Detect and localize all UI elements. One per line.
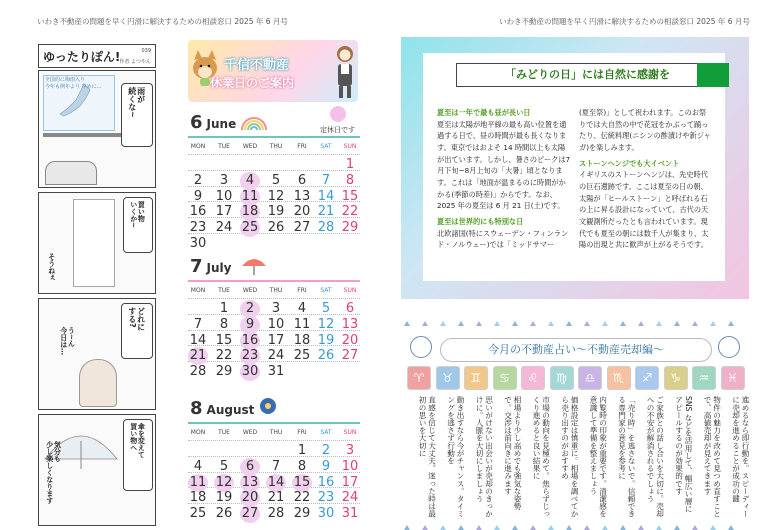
fortune-text-column: 思いがけない出会いが売却のきっかけに。人脈を大切にしましょう — [475, 396, 494, 518]
panel1-bubble-text: 雨が 続くな~ — [127, 87, 146, 118]
greenery-heading-3: ストーンヘンジでも大イベント — [579, 158, 680, 168]
zodiac-sign-icon: ♍ — [550, 366, 574, 390]
calendar-day: 5 — [321, 301, 331, 316]
calendar-day: 18 — [293, 332, 311, 348]
month-title-august — [190, 398, 254, 419]
month-divider — [188, 422, 360, 424]
decor-triangle — [509, 321, 521, 326]
greenery-column-2 — [579, 107, 713, 251]
woman-illustration-icon — [332, 42, 358, 100]
greenery-heading-2: 夏至は世界的にも特別な日 — [437, 216, 524, 226]
calendar-day: 20 — [341, 332, 359, 348]
calendar-day: 18 — [241, 204, 259, 220]
weekday-label: THU — [269, 429, 283, 436]
calendar-day: 8 — [345, 172, 355, 188]
fortune-top-border — [401, 316, 749, 326]
calendar-day: 16 — [189, 204, 207, 220]
calendar-day: 12 — [317, 316, 335, 332]
calendar-day: 30 — [241, 364, 259, 380]
calendar-day: 21 — [317, 204, 335, 220]
calendar-day: 17 — [215, 204, 233, 220]
decor-triangle — [491, 321, 503, 326]
weekday-label: THU — [269, 287, 283, 294]
calendar-day: 2 — [240, 300, 260, 318]
zodiac-wheel-icon-right — [718, 336, 740, 358]
calendar-day: 28 — [317, 220, 335, 236]
fortune-text-column: 市場の動向を見極めて。焦らずじっくり進めると良い結果に — [532, 396, 551, 518]
calendar-day: 16 — [241, 332, 259, 348]
zodiac-sign-icon: ♋ — [493, 366, 517, 390]
decor-triangle — [401, 321, 413, 326]
fortune-text-column: 「売り時」を逃さないで。信頼できる専門家の意見を参考に — [617, 396, 636, 518]
month-name: July — [206, 261, 232, 275]
calendar-day: 23 — [189, 220, 207, 236]
fireworks-icon — [254, 396, 282, 418]
greenery-paragraph-4: イギリスのストーンヘンジは、先史時代の巨石遺跡です。ここは夏至の日の朝、太陽が「ヒールストーン」と呼ばれる石の上に昇る設計になっていて、古代の天文観測所だったとも言われています。現代でも夏至の朝には数千人が集まり、太陽の出現と共に歓声が上がるそうです。 — [579, 170, 709, 250]
calendar-day: 29 — [293, 506, 311, 522]
calendar-day: 7 — [321, 172, 331, 188]
calendar-day: 12 — [267, 188, 285, 204]
zodiac-wheel-icon-left — [410, 336, 432, 358]
weekday-label: SAT — [320, 143, 332, 150]
calendar-day: 27 — [341, 348, 359, 364]
calendar-day: 11 — [293, 316, 311, 332]
zodiac-sign-icon: ♏ — [607, 366, 631, 390]
greenery-title-accent — [697, 63, 729, 87]
manga-author: 作者 よつやん — [119, 59, 151, 65]
calendar-day: 14 — [267, 474, 285, 490]
calendar-day: 26 — [317, 348, 335, 364]
calendar-day: 5 — [219, 458, 229, 474]
manga-panel-1 — [38, 70, 156, 188]
calendar-day: 22 — [215, 348, 233, 364]
calendar-day: 13 — [241, 474, 259, 490]
manga-panel-2 — [38, 192, 156, 294]
calendar-day: 2 — [193, 172, 203, 188]
calendar-day: 19 — [267, 204, 285, 220]
decor-triangle — [419, 321, 431, 326]
month-divider — [188, 280, 360, 282]
calendar-day: 22 — [293, 490, 311, 506]
tv-stand — [43, 133, 121, 137]
decor-triangle — [707, 321, 719, 326]
calendar-day: 1 — [297, 443, 307, 458]
calendar-day: 6 — [240, 458, 260, 476]
calendar-day: 14 — [317, 188, 335, 204]
calendar-day: 5 — [271, 172, 281, 188]
calendar-day: 29 — [215, 364, 233, 380]
month-name: August — [206, 403, 255, 417]
decor-triangle — [617, 321, 629, 326]
panel2-text: そうねぇ — [47, 253, 56, 281]
zodiac-sign-icon: ♐ — [635, 366, 659, 390]
calendar-day: 3 — [345, 443, 355, 458]
calendar-day: 22 — [341, 204, 359, 220]
calendar-day: 3 — [219, 172, 229, 188]
greenery-column-1 — [437, 107, 571, 251]
calendar-day: 20 — [293, 204, 311, 220]
fortune-text-column: 相場より少し高めでも強気な姿勢で。交渉は前向きに進みます — [503, 396, 522, 510]
calendar-day: 12 — [215, 474, 233, 490]
decor-triangle — [545, 321, 557, 326]
door — [73, 199, 115, 287]
manga-panel-4 — [38, 414, 156, 526]
decor-triangle — [635, 321, 647, 326]
calendar-day: 13 — [341, 316, 359, 332]
fortune-text-column: 物件の魅力を改めて見つめ直すことで、高値売却が見えてきます — [703, 396, 722, 518]
rainbow-icon — [240, 110, 268, 132]
calendar-day: 8 — [219, 316, 229, 332]
weekday-label: MON — [190, 143, 206, 150]
month-number: 8 — [190, 398, 203, 419]
weekday-label: TUE — [218, 429, 230, 436]
weekday-label: TUE — [218, 287, 230, 294]
calendar-day: 14 — [189, 332, 207, 348]
manga-number: 039 — [141, 48, 151, 54]
zodiac-sign-icon: ♈ — [407, 366, 431, 390]
calendar-day: 6 — [297, 172, 307, 188]
calendar-day: 27 — [293, 220, 311, 236]
banner-subtitle: 休業日のご案内 — [210, 76, 295, 90]
decor-triangle — [653, 321, 665, 326]
weekday-label: MON — [190, 287, 206, 294]
calendar-day: 15 — [341, 188, 359, 204]
calendar-day: 23 — [241, 348, 259, 364]
calendar-day: 7 — [271, 458, 281, 474]
calendar-day: 21 — [267, 490, 285, 506]
decor-triangle — [725, 321, 737, 326]
calendar-day: 1 — [345, 157, 355, 172]
calendar-row-divider — [188, 440, 360, 441]
fortune-title: 今月の不動産占い〜不動産売却編〜 — [440, 338, 712, 362]
character — [79, 359, 117, 407]
zodiac-sign-icon: ♉ — [436, 366, 460, 390]
calendar-day: 28 — [267, 506, 285, 522]
calendar-day: 27 — [241, 506, 259, 522]
zodiac-sign-icon: ♌ — [521, 366, 545, 390]
decor-triangle — [689, 321, 701, 326]
weekday-label: FRI — [297, 287, 307, 294]
decor-triangle — [563, 321, 575, 326]
decor-triangle — [671, 321, 683, 326]
calendar-day: 23 — [317, 490, 335, 506]
decor-triangle — [581, 321, 593, 326]
calendar-day: 4 — [240, 172, 260, 190]
weekday-label: WED — [242, 143, 258, 150]
month-divider — [188, 136, 360, 138]
calendar-day: 15 — [215, 332, 233, 348]
decor-triangle — [599, 321, 611, 326]
month-title-july — [190, 256, 231, 277]
weekday-label: THU — [269, 143, 283, 150]
calendar-day: 25 — [189, 506, 207, 522]
greenery-paragraph-2: 北欧諸国(特にスウェーデン・フィンランド・ノルウェー)では「ミッドサマー — [437, 228, 569, 250]
calendar-row-divider — [188, 170, 360, 171]
closed-day-legend-dot — [330, 106, 346, 122]
calendar-day: 29 — [341, 220, 359, 236]
calendar-day: 26 — [267, 220, 285, 236]
panel4-text: 気分も 少し楽しくなります — [45, 441, 62, 504]
calendar-day: 20 — [241, 490, 259, 506]
calendar-day: 13 — [293, 188, 311, 204]
calendar-day: 2 — [321, 443, 331, 458]
manga-title-box — [38, 44, 156, 68]
calendar-day: 17 — [267, 332, 285, 348]
weekday-label: SUN — [343, 429, 357, 436]
weekday-label: SAT — [320, 287, 332, 294]
calendar-day: 31 — [341, 506, 359, 522]
fortune-text-column: 価格設定は慎重に。相場を調べてから売り出すのがおすすめ — [560, 396, 579, 518]
banner-company: 千信不動産 — [224, 58, 290, 73]
fortune-text-column: 直感を信じて大丈夫。迷った時は最初の思いを大切に — [418, 396, 437, 518]
weekday-label: SAT — [320, 429, 332, 436]
fortune-text-column: 内覧時の印象が重要です。清潔感を意識して準備を整えましょう — [589, 396, 608, 518]
weekday-label: WED — [242, 429, 258, 436]
decor-triangle — [527, 321, 539, 326]
calendar-day: 10 — [215, 188, 233, 204]
greenery-day-inner — [423, 53, 725, 281]
weekday-label: FRI — [297, 143, 307, 150]
weekday-label: TUE — [218, 143, 230, 150]
greenery-paragraph-3: (夏至祭)」として祝われます。このお祭りでは大自然の中で花冠をかぶって踊ったり、伝統料理(ニシンの酢漬けや新ジャガ)を楽しみます。 — [579, 108, 711, 152]
calendar-day: 21 — [189, 348, 207, 364]
fortune-text-column: SNS などを活用して、幅広い層にアピールするのが効果的です — [674, 396, 693, 513]
panel4-bubble-text: 傘を変えて 買い物へ — [129, 423, 146, 458]
calendar-day: 30 — [317, 506, 335, 522]
calendar-day: 8 — [297, 458, 307, 474]
calendar-row-divider — [188, 298, 360, 299]
holiday-banner — [188, 40, 358, 102]
calendar-day: 25 — [241, 220, 259, 236]
calendar-day: 11 — [189, 474, 207, 490]
page-header-left: いわき不動産の問題を早く円滑に解決するための相談窓口 2025 年 6 月号 — [37, 17, 288, 26]
calendar-day: 26 — [215, 506, 233, 522]
fortune-text-column: 進めるなら即行動を。スピーディーに売却を進めることが成功の鍵 — [731, 396, 750, 518]
calendar-day: 24 — [215, 220, 233, 236]
zodiac-sign-icon: ♊ — [464, 366, 488, 390]
fortune-text-column: 動き出すなら今がチャンス。タイミングを逃さず行動を — [446, 396, 465, 518]
closed-day-legend-label: 定休日です — [320, 126, 355, 134]
weekday-label: SUN — [343, 287, 357, 294]
month-number: 7 — [190, 256, 203, 277]
decor-triangle — [455, 321, 467, 326]
weekday-label: SUN — [343, 143, 357, 150]
zodiac-sign-icon: ♎ — [578, 366, 602, 390]
page-header-right: いわき不動産の問題を早く円滑に解決するための相談窓口 2025 年 6 月号 — [499, 17, 750, 26]
calendar-day: 3 — [271, 301, 281, 316]
calendar-day: 4 — [193, 458, 203, 474]
calendar-day: 9 — [193, 188, 203, 204]
calendar-section — [188, 40, 364, 526]
manga-strip — [38, 44, 156, 526]
fortune-bottom-border — [401, 520, 749, 530]
zodiac-sign-icon: ♑ — [664, 366, 688, 390]
calendar-day: 28 — [189, 364, 207, 380]
greenery-day-title: 「みどりの日」には自然に感謝を — [456, 63, 719, 87]
calendar-day: 7 — [193, 316, 203, 332]
calendar-day: 19 — [215, 490, 233, 506]
panel3-bubble-text: どれに する? — [127, 307, 146, 331]
decor-triangle — [437, 321, 449, 326]
calendar-day: 9 — [321, 458, 331, 474]
sofa — [45, 161, 97, 185]
calendar-day: 16 — [317, 474, 335, 490]
calendar-day: 10 — [267, 316, 285, 332]
decor-triangle — [473, 321, 485, 326]
calendar-day: 9 — [240, 316, 260, 334]
calendar-day: 15 — [293, 474, 311, 490]
month-name: June — [206, 117, 237, 131]
calendar-day: 25 — [293, 348, 311, 364]
calendar-day: 18 — [189, 490, 207, 506]
weekday-label: MON — [190, 429, 206, 436]
manga-title: ゆったりぽん! — [43, 50, 121, 64]
month-number: 6 — [190, 112, 203, 133]
calendar-day: 24 — [341, 490, 359, 506]
calendar-day: 11 — [241, 188, 259, 204]
panel3-text: う~ん 今日は… — [59, 327, 76, 355]
greenery-day-box — [401, 37, 749, 299]
greenery-heading-1: 夏至は一年で最も昼が長い日 — [437, 108, 531, 117]
greenery-paragraph-1: 夏至は太陽が地平線の最も高い位置を通過する日で、昼の時間が最も長くなります。東京ではおよそ 14 時間以上も太陽が出ています。しかし、暑さのピークは7月下旬~8月上旬の「大暑」頃となります。これは「地面が温まるのに時間がかかる(季節の時差)」からです。なお、2025 年の夏至は 6 月 21 日(土)です。 — [437, 119, 571, 211]
calendar-day: 1 — [219, 301, 229, 316]
month-title-june — [190, 112, 236, 133]
manga-panel-3 — [38, 298, 156, 410]
fortune-text-column: ご家族との話し合いを大切に。売却への不安が解消されるでしょう — [646, 396, 665, 518]
calendar-day: 19 — [317, 332, 335, 348]
umbrella-icon — [240, 254, 268, 276]
calendar-day: 31 — [267, 364, 285, 380]
calendar-day: 10 — [341, 458, 359, 474]
weekday-label: WED — [242, 287, 258, 294]
zodiac-sign-icon: ♓ — [721, 366, 745, 390]
calendar-row-divider — [188, 154, 360, 155]
panel1-caption: 全国的に梅雨入り 今年も例年より 早めに… — [45, 77, 102, 90]
weekday-label: FRI — [297, 429, 307, 436]
calendar-day: 24 — [267, 348, 285, 364]
panel2-bubble-text: 買い物 いくか~ — [129, 201, 146, 228]
zodiac-sign-icon: ♒ — [692, 366, 716, 390]
calendar-day: 6 — [345, 301, 355, 316]
calendar-day: 4 — [297, 301, 307, 316]
calendar-day: 17 — [341, 474, 359, 490]
calendar-day: 30 — [189, 236, 207, 251]
